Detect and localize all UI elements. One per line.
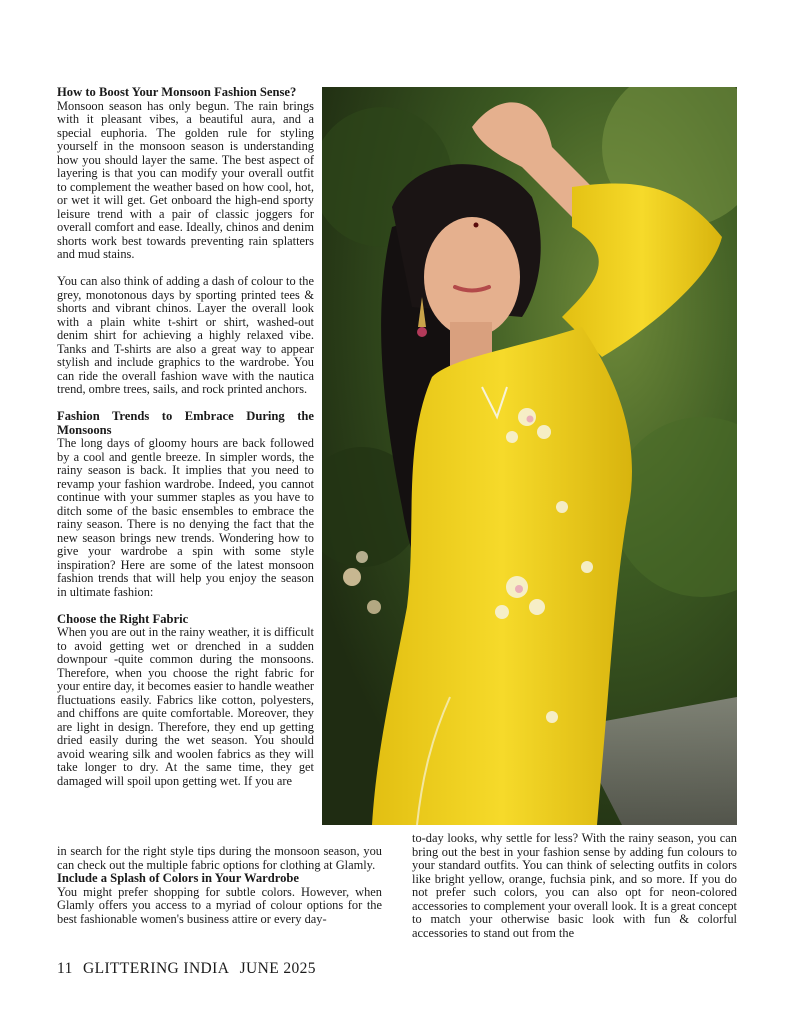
section-heading: Fashion Trends to Embrace During the Monsoons bbox=[57, 409, 314, 437]
left-bottom-column bbox=[57, 845, 382, 926]
right-bottom-column bbox=[412, 832, 737, 940]
paragraph: in search for the right style tips during the monsoon season, you can check out the multiple fabric options for clothing at Glamly. bbox=[57, 844, 382, 872]
section-heading: Choose the Right Fabric bbox=[57, 611, 189, 626]
issue-date: JUNE 2025 bbox=[239, 960, 316, 977]
paragraph: Monsoon season has only begun. The rain brings with it pleasant vibes, a beautiful aura, and a special euphoria. The golden rule for styling yourself in the monsoon season is understanding how you should layer the same. The best aspect of layering is that you can modify your overall outfit to complement the weather based on how cool, hot, or wet it will get. Get onboard the high-end sporty leisure trend with a pair of classic joggers for overall comfort and ease. Ideally, chinos and denim shorts work best towards preventing rain splatters and mud stains. bbox=[57, 98, 314, 261]
paragraph: The long days of gloomy hours are back followed by a cool and gentle breeze. In simpler words, the rainy season is back. It implies that you need to revamp your fashion wardrobe. Indeed, you cannot continue with your summer staples as you have to ditch some of the basic ensembles to embrace the rainy season. There is no denying the fact that the new season brings new trends. Wondering how to give your wardrobe a spin with some style inspiration? Here are some of the latest monsoon fashion trends that will help you enjoy the season in ultimate fashion: bbox=[57, 436, 314, 599]
page-number: 11 bbox=[57, 960, 73, 977]
paragraph: When you are out in the rainy weather, it is difficult to avoid getting wet or drenched in a sudden downpour -quite common during the monsoons. Therefore, when you choose the right fabric for your entire day, it becomes easier to handle weather fluctuations easily. Fabrics like cotton, polyesters, and chiffons are quite comfortable. Moreover, they are light in design. Therefore, they end up getting dried easily during the wet season. You should avoid wearing silk and woolen fabrics as they will take longer to dry. At the same time, they get damaged will spoil upon getting wet. If you are bbox=[57, 625, 314, 788]
magazine-name: GLITTERING INDIA bbox=[83, 960, 230, 977]
page-footer bbox=[57, 960, 322, 978]
left-column bbox=[57, 86, 314, 788]
section-heading: Include a Splash of Colors in Your Wardrobe bbox=[57, 871, 300, 885]
paragraph: You might prefer shopping for subtle colors. However, when Glamly offers you access to a myriad of colour options for the best fashionable women's business attire or every day- bbox=[57, 884, 382, 926]
paragraph: You can also think of adding a dash of colour to the grey, monotonous days by sporting printed tees & shorts and vibrant chinos. Layer the overall look with a plain white t-shirt or shirt, washed-out denim shirt for achieving a highly relaxed vibe. Tanks and T-shirts are also a great way to appear stylish and include graphics to the wardrobe. You can ride the overall fashion wave with the nautica trend, ombre trees, sails, and rock printed anchors. bbox=[57, 274, 314, 396]
paragraph: to-day looks, why settle for less? With the rainy season, you can bring out the best in your fashion sense by adding fun colours to your standard outfits. You can think of selecting outfits in colors like bright yellow, orange, fuchsia pink, and so more. If you do not prefer such colors, you can also opt for neon-colored accessories to complement your overall look. It is a great concept to match your otherwise basic look with fun & colorful accessories to stand out from the bbox=[412, 831, 737, 940]
section-heading: How to Boost Your Monsoon Fashion Sense? bbox=[57, 85, 297, 99]
model-photo bbox=[322, 87, 737, 825]
